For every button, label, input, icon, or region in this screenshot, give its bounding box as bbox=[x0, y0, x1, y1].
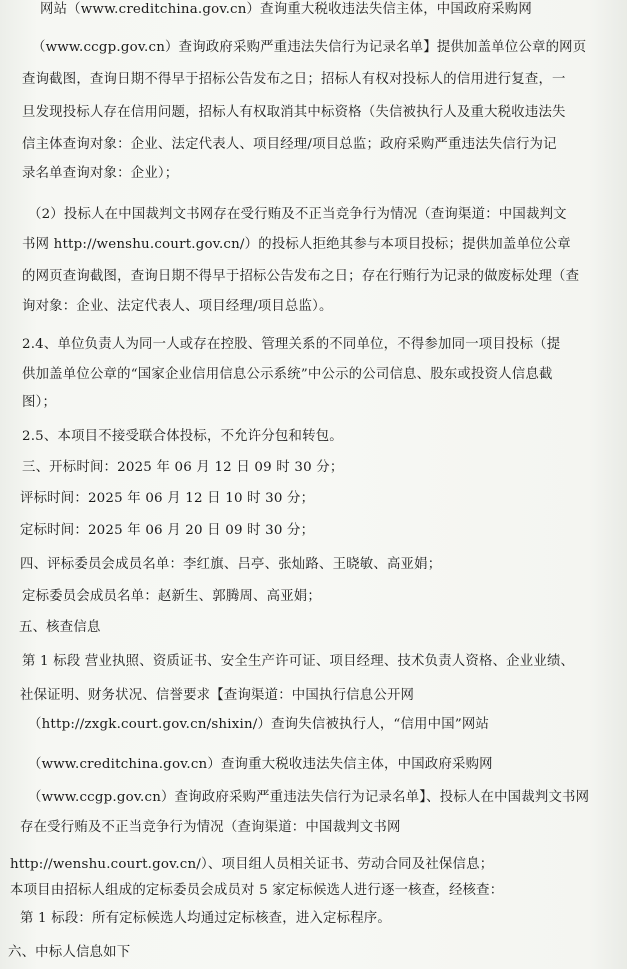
text-line-2: （www.ccgp.gov.cn）查询政府采购严重违法失信行为记录名单】提供加盖单位公章的网页 bbox=[32, 40, 587, 55]
text-line-9: 的网页查询截图，查询日期不得早于招标公告发布之日；存在行贿行为记录的做废标处理（查 bbox=[22, 269, 580, 284]
text-line-8: 书网 http://wenshu.court.gov.cn/）的投标人拒绝其参与本项目投标；提供加盖单位公章 bbox=[22, 237, 571, 252]
text-line-5: 信主体查询对象：企业、法定代表人、项目经理/项目总监；政府采购严重违法失信行为记 bbox=[22, 137, 557, 152]
award-committee: 定标委员会成员名单：赵新生、郭腾周、高亚娟； bbox=[22, 589, 321, 604]
text-line-22: 社保证明、财务状况、信誉要求【查询渠道：中国执行信息公开网 bbox=[20, 688, 415, 703]
evaluation-committee: 四、评标委员会成员名单：李红旗、吕亭、张灿路、王晓敏、高亚娟； bbox=[20, 557, 442, 572]
text-line-23: （http://zxgk.court.gov.cn/shixin/）查询失信被执行人，“信用中国”网站 bbox=[28, 717, 490, 732]
text-line-1: 网站（www.creditchina.gov.cn）查询重大税收违法失信主体，中国政府采购网 bbox=[40, 2, 532, 17]
text-line-21: 第 1 标段 营业执照、资质证书、安全生产许可证、项目经理、技术负责人资格、企业业绩、 bbox=[22, 654, 575, 669]
text-line-11: 2.4、单位负责人为同一人或存在控股、管理关系的不同单位，不得参加同一项目投标（提 bbox=[22, 337, 561, 352]
open-bid-time: 三、开标时间：2025 年 06 月 12 日 09 时 30 分； bbox=[22, 460, 344, 475]
section-heading-winner: 六、中标人信息如下 bbox=[8, 945, 131, 960]
text-line-6: 录名单查询对象：企业）； bbox=[22, 166, 179, 181]
text-line-14: 2.5、本项目不接受联合体投标，不允许分包和转包。 bbox=[22, 429, 343, 444]
text-line-12: 供加盖单位公章的“国家企业信用信息公示系统”中公示的公司信息、股东或投资人信息截 bbox=[22, 367, 553, 382]
award-time: 定标时间：2025 年 06 月 20 日 09 时 30 分； bbox=[20, 523, 315, 538]
text-line-29: 第 1 标段：所有定标候选人均通过定标核查，进入定标程序。 bbox=[20, 911, 391, 926]
section-heading-verification: 五、核查信息 bbox=[19, 620, 101, 635]
text-line-26: 存在受行贿及不正当竞争行为情况（查询渠道：中国裁判文书网 bbox=[20, 820, 401, 835]
text-line-10: 询对象：企业、法定代表人、项目经理/项目总监）。 bbox=[22, 299, 333, 314]
text-line-3: 查询截图，查询日期不得早于招标公告发布之日；招标人有权对投标人的信用进行复查，一 bbox=[22, 72, 566, 87]
evaluation-time: 评标时间：2025 年 06 月 12 日 10 时 30 分； bbox=[20, 491, 315, 506]
text-line-13: 图）； bbox=[22, 395, 57, 410]
text-line-24: （www.creditchina.gov.cn）查询重大税收违法失信主体，中国政府采购网 bbox=[28, 757, 493, 772]
text-line-7: （2）投标人在中国裁判文书网存在受行贿及不正当竞争行为情况（查询渠道：中国裁判文 bbox=[28, 207, 567, 222]
text-line-4: 旦发现投标人存在信用问题，招标人有权取消其中标资格（失信被执行人及重大税收违法失 bbox=[22, 105, 566, 120]
text-line-25: （www.ccgp.gov.cn）查询政府采购严重违法失信行为记录名单】、投标人在中国裁判文书网 bbox=[28, 790, 590, 805]
text-line-27: http://wenshu.court.gov.cn/）、项目组人员相关证书、劳动合同及社保信息； bbox=[10, 857, 494, 872]
text-line-28: 本项目由招标人组成的定标委员会成员对 5 家定标候选人进行逐一核查，经核查： bbox=[10, 883, 504, 898]
